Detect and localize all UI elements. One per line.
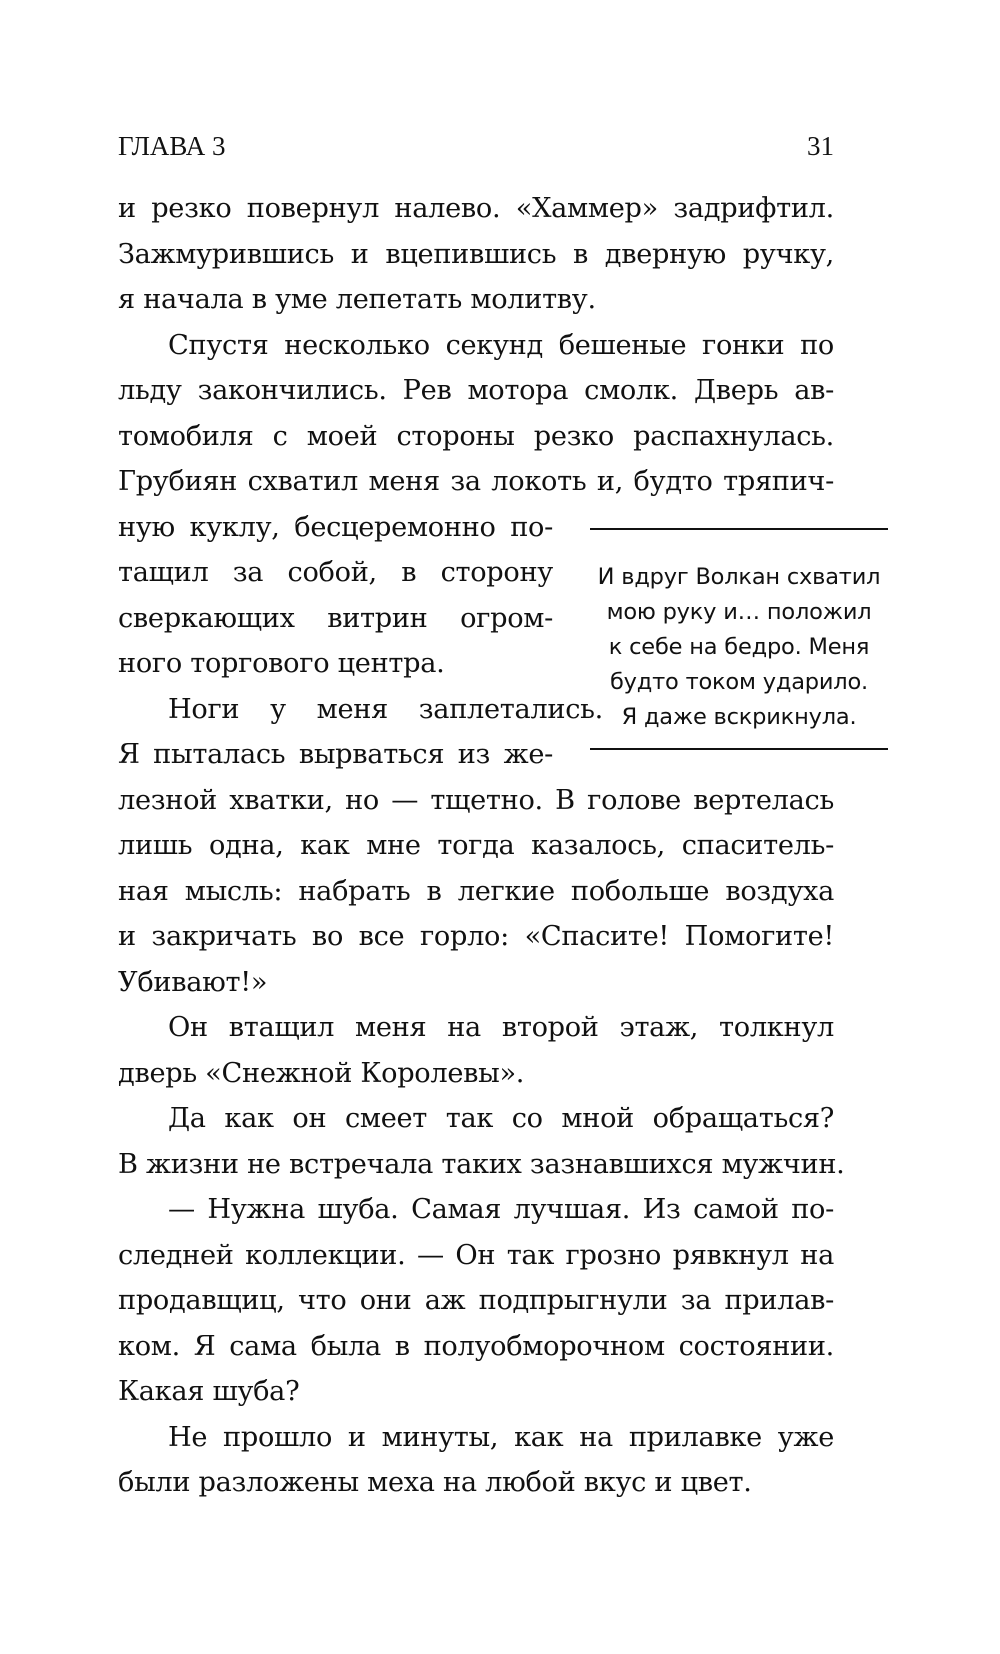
body-line: я начала в уме лепетать молитву.: [118, 284, 596, 315]
pull-quote-line: будто током ударило.: [610, 669, 868, 695]
pull-quote-line: к себе на бедро. Меня: [608, 634, 870, 660]
body-line: Грубиян схватил меня за локоть и, будто тряпич-: [118, 466, 834, 497]
body-line: ная мысль: набрать в легкие побольше воздуха: [118, 875, 834, 907]
pull-quote-line: И вдруг Волкан схватил: [597, 564, 881, 590]
body-line: Он втащил меня на второй этаж, толкнул: [168, 1012, 834, 1043]
body-line: лезной хватки, но — тщетно. В голове вертелась: [118, 784, 834, 816]
body-line: сверкающих витрин огром-: [118, 602, 553, 634]
body-line: продавщиц, что они аж подпрыгнули за прилав-: [118, 1285, 834, 1316]
body-line: ного торгового центра.: [118, 648, 445, 679]
page-number: 31: [807, 131, 834, 161]
pull-quote-top-rule: [590, 528, 888, 530]
body-line: Какая шуба?: [118, 1376, 300, 1407]
body-line: тащил за собой, в сторону: [118, 557, 553, 588]
body-line: Я пыталась вырваться из же-: [118, 739, 553, 770]
pull-quote-text: [590, 560, 888, 735]
body-line: и резко повернул налево. «Хаммер» задрифтил.: [118, 193, 834, 224]
pull-quote-bottom-rule: [590, 748, 888, 750]
pull-quote-line: Я даже вскрикнула.: [621, 704, 857, 730]
body-line: льду закончились. Рев мотора смолк. Дверь ав-: [118, 375, 834, 406]
pull-quote: [590, 528, 888, 750]
body-line: Да как он смеет так со мной обращаться?: [168, 1103, 834, 1134]
chapter-title: ГЛАВА 3: [118, 131, 226, 161]
body-line: Спустя несколько секунд бешеные гонки по: [168, 329, 834, 361]
body-line: Ноги у меня заплетались.: [168, 693, 603, 725]
body-line: Не прошло и минуты, как на прилавке уже: [168, 1421, 834, 1453]
body-line: следней коллекции. — Он так грозно рявкнул на: [118, 1239, 834, 1271]
body-text: [118, 186, 845, 1506]
body-line: ком. Я сама была в полуобморочном состоянии.: [118, 1330, 834, 1362]
body-line: были разложены меха на любой вкус и цвет.: [118, 1467, 752, 1498]
body-line: лишь одна, как мне тогда казалось, спаситель-: [118, 830, 834, 861]
body-line: дверь «Снежной Королевы».: [118, 1057, 525, 1089]
body-line: томобиля с моей стороны резко распахнулась.: [118, 420, 834, 452]
body-line: — Нужна шуба. Самая лучшая. Из самой по-: [168, 1194, 834, 1225]
body-line: В жизни не встречала таких зазнавшихся мужчин.: [118, 1148, 845, 1180]
body-line: ную куклу, бесцеремонно по-: [118, 511, 553, 543]
body-line: Убивают!»: [118, 966, 268, 998]
pull-quote-line: мою руку и… положил: [606, 599, 872, 625]
body-line: и закричать во все горло: «Спасите! Помогите!: [118, 921, 834, 952]
running-head: [118, 126, 834, 166]
body-line: Зажмурившись и вцепившись в дверную ручку,: [118, 238, 834, 270]
